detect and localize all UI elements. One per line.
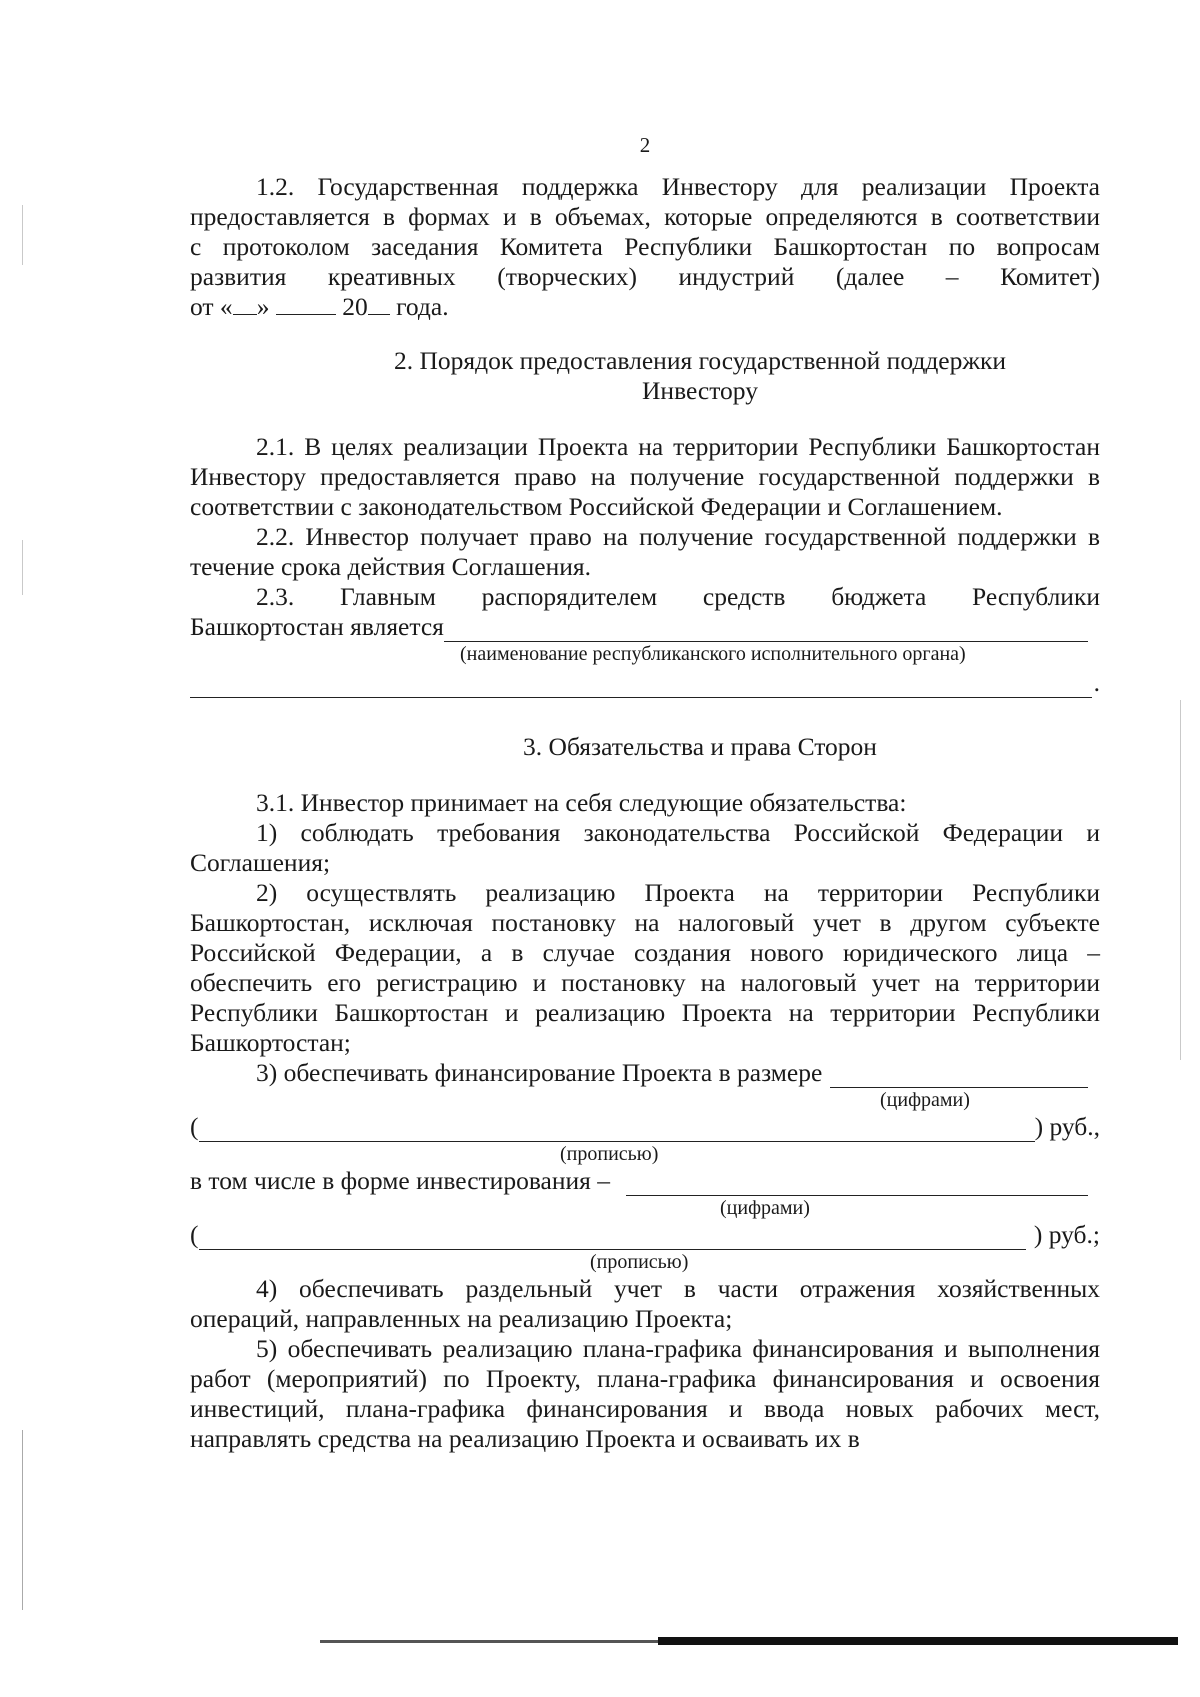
bottom-rule: [320, 1640, 1178, 1643]
investment-digits-blank[interactable]: [626, 1171, 1088, 1196]
paragraph-2-3-line2: [190, 612, 1100, 642]
year-blank[interactable]: [368, 292, 390, 315]
hint-digits-2: (цифрами): [720, 1197, 810, 1219]
paragraph-2-2: 2.2. Инвестор получает право на получение государственной поддержки в течение срока действия Соглашения.: [190, 522, 1100, 581]
obligation-1: 1) соблюдать требования законодательства Российской Федерации и Соглашения;: [190, 818, 1100, 877]
section3-title: 3. Обязательства и права Сторон: [523, 732, 877, 761]
authority-end: .: [1093, 668, 1100, 697]
amount-words-line: [190, 1112, 1100, 1142]
date-prefix: от «: [190, 292, 233, 321]
amount-digits-blank[interactable]: [830, 1063, 1088, 1088]
obligation-3-text: 3) обеспечивать финансирование Проекта в размере: [256, 1058, 823, 1087]
investment-words-line: [190, 1220, 1100, 1250]
p12-line3: с протоколом заседания Комитета Республики Башкортостан по вопросам: [190, 232, 1100, 261]
scan-mark: [1180, 700, 1181, 1060]
p12-line4: развития креативных (творческих) индустрий (далее – Комитет): [190, 262, 1100, 291]
p12-date-line: [190, 292, 1100, 322]
investment-text: в том числе в форме инвестирования –: [190, 1166, 611, 1195]
paragraph-2-1: 2.1. В целях реализации Проекта на территории Республики Башкортостан Инвестору предоставляется право на получение государственной поддержки в соответствии с законодательством Российской Федерации и Соглашением.: [190, 432, 1100, 521]
section2-title-line1: 2. Порядок предоставления государственной поддержки: [393, 346, 1007, 375]
day-blank[interactable]: [233, 292, 257, 315]
scan-mark: [22, 540, 23, 595]
section2-title-line2: Инвестору: [642, 376, 758, 405]
month-blank[interactable]: [276, 292, 336, 315]
p12-line1: 1.2. Государственная поддержка Инвестору для реализации Проекта: [256, 172, 1100, 201]
investment-words-blank[interactable]: [199, 1225, 1026, 1250]
amount-words-blank[interactable]: [199, 1117, 1035, 1142]
p12-line2: предоставляется в формах и в объемах, которые определяются в соответствии: [190, 202, 1100, 231]
authority-blank[interactable]: [444, 617, 1088, 642]
open-paren-2: (: [190, 1220, 199, 1249]
obligation-5: 5) обеспечивать реализацию плана-графика финансирования и выполнения работ (мероприятий) по Проекту, плана-графика финансирования и освоения инвестиций, плана-графика финансирования и ввода новых рабочих мест, направлять средства на реализацию Проекта и осваивать их в: [190, 1334, 1100, 1453]
authority-line2: [190, 668, 1100, 698]
document-page: [190, 130, 1100, 1454]
close-rub: ) руб.,: [1034, 1112, 1100, 1141]
obligation-3-line: [190, 1058, 1100, 1088]
investment-line: [190, 1166, 1100, 1196]
close-rub-2: ) руб.;: [1033, 1220, 1100, 1249]
open-paren: (: [190, 1112, 199, 1141]
hint-words-2: (прописью): [590, 1251, 689, 1273]
paragraph-3-1: 3.1. Инвестор принимает на себя следующие обязательства:: [256, 788, 907, 817]
authority-hint: (наименование республиканского исполнительного органа): [460, 643, 966, 665]
obligation-2: 2) осуществлять реализацию Проекта на территории Республики Башкортостан, исключая постановку на налоговый учет в другом субъекте Российской Федерации, а в случае создания нового юридического лица – обеспечить его регистрацию и постановку на налоговый учет на территории Республики Башкортостан и реализацию Проекта на территории Республики Башкортостан;: [190, 878, 1100, 1057]
date-suffix: года.: [396, 292, 449, 321]
p23-text: Башкортостан является: [190, 612, 444, 641]
page-number: 2: [639, 133, 651, 157]
hint-words: (прописью): [560, 1143, 659, 1165]
obligation-4: 4) обеспечивать раздельный учет в части отражения хозяйственных операций, направленных на реализацию Проекта;: [190, 1274, 1100, 1333]
date-mid: »: [256, 292, 270, 321]
date-year: 20: [342, 292, 368, 321]
hint-digits: (цифрами): [880, 1089, 970, 1111]
authority-blank-2[interactable]: [190, 673, 1092, 698]
scan-mark: [22, 205, 23, 265]
scan-mark: [22, 1430, 23, 1610]
paragraph-2-3-line1: 2.3. Главным распорядителем средств бюджета Республики: [256, 582, 1100, 611]
